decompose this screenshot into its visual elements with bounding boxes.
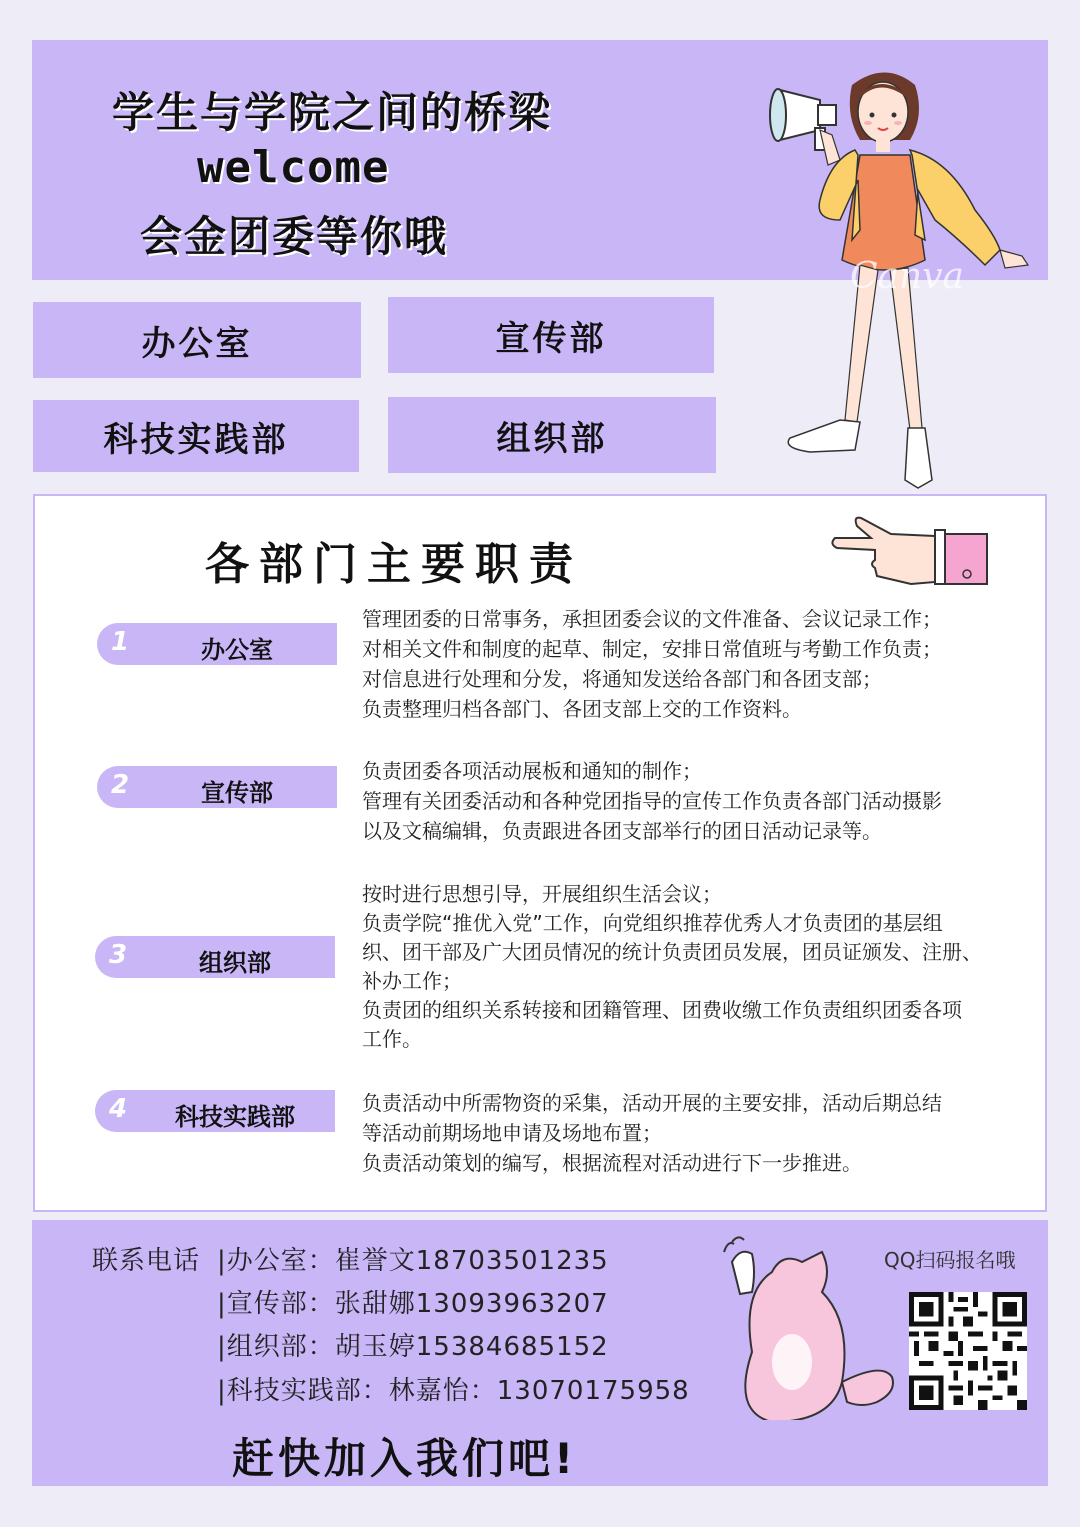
duty-line: 负责团委各项活动展板和通知的制作； (362, 759, 702, 783)
duty-tag-number: 1 (111, 627, 130, 657)
duty-line: 负责活动中所需物资的采集，活动开展的主要安排，活动后期总结 (362, 1091, 942, 1115)
duty-line: 补办工作； (362, 969, 462, 993)
duty-tag-label: 办公室 (201, 636, 273, 664)
contact-line-publicity: |宣传部：张甜娜13093963207 (217, 1289, 609, 1319)
join-cta-text: 赶快加入我们吧! (232, 1434, 578, 1483)
contact-section (32, 1220, 1048, 1420)
dept-box-publicity (388, 297, 714, 373)
duty-tag-label: 科技实践部 (175, 1103, 295, 1131)
qr-code-icon[interactable] (908, 1292, 1028, 1410)
dept-box-organization (388, 397, 716, 473)
duty-line: 对相关文件和制度的起草、制定，安排日常值班与考勤工作负责； (362, 637, 942, 661)
pointing-hand-icon (831, 514, 991, 588)
duty-tag-number: 3 (109, 940, 128, 970)
duty-line: 工作。 (362, 1027, 422, 1051)
duty-tag-label: 组织部 (199, 949, 271, 977)
dept-box-publicity-label: 宣传部 (495, 318, 607, 359)
duty-line: 负责整理归档各部门、各团支部上交的工作资料。 (362, 697, 802, 721)
duty-line: 管理团委的日常事务，承担团委会议的文件准备、会议记录工作； (362, 607, 942, 631)
duty-tag-number: 4 (109, 1094, 128, 1124)
dept-box-office (33, 302, 361, 378)
qq-scan-text: QQ扫码报名哦 (884, 1248, 1016, 1272)
duty-tag-3 (95, 936, 335, 978)
canva-watermark: Canva (850, 256, 964, 297)
join-banner (32, 1420, 1048, 1486)
duty-tag-4 (95, 1090, 335, 1132)
header-line-2: welcome (197, 142, 390, 193)
contact-line-organization: |组织部：胡玉婷15384685152 (217, 1332, 609, 1362)
header-line-1: 学生与学院之间的桥梁 (112, 88, 553, 137)
duty-tag-2 (97, 766, 337, 808)
duty-tag-1 (97, 623, 337, 665)
duty-desc-3 (362, 880, 1042, 1054)
dept-box-tech-label: 科技实践部 (103, 419, 289, 460)
contact-line-tech: |科技实践部：林嘉怡：13070175958 (217, 1376, 690, 1406)
duty-desc-1 (362, 604, 1042, 724)
duty-desc-2 (362, 756, 1042, 846)
header-line-3: 会金团委等你哦 (140, 212, 449, 261)
duty-line: 按时进行思想引导，开展组织生活会议； (362, 882, 722, 906)
duty-line: 负责活动策划的编写，根据流程对活动进行下一步推进。 (362, 1151, 862, 1175)
dept-box-tech (33, 400, 359, 472)
duty-line: 对信息进行处理和分发，将通知发送给各部门和各团支部； (362, 667, 882, 691)
duty-line: 负责学院“推优入党”工作，向党组织推荐优秀人才负责团的基层组 (362, 911, 943, 935)
duty-tag-number: 2 (111, 770, 130, 800)
contact-label: 联系电话 (92, 1246, 201, 1276)
duty-desc-4 (362, 1088, 1042, 1178)
duty-line: 以及文稿编辑，负责跟进各团支部举行的团日活动记录等。 (362, 819, 882, 843)
girl-megaphone-illustration (760, 60, 1050, 500)
dept-box-organization-label: 组织部 (496, 418, 608, 459)
cat-illustration (712, 1232, 902, 1428)
duty-line: 等活动前期场地申请及场地布置； (362, 1121, 662, 1145)
duty-line: 织、团干部及广大团员情况的统计负责团员发展，团员证颁发、注册、 (362, 940, 982, 964)
duty-line: 管理有关团委活动和各种党团指导的宣传工作负责各部门活动摄影 (362, 789, 942, 813)
duty-line: 负责团的组织关系转接和团籍管理、团费收缴工作负责组织团委各项 (362, 998, 962, 1022)
duties-card (33, 494, 1047, 1212)
contact-line-office: |办公室：崔誉文18703501235 (217, 1246, 609, 1276)
duties-title: 各部门主要职责 (205, 539, 583, 590)
duty-tag-label: 宣传部 (201, 779, 273, 807)
dept-box-office-label: 办公室 (141, 323, 253, 364)
